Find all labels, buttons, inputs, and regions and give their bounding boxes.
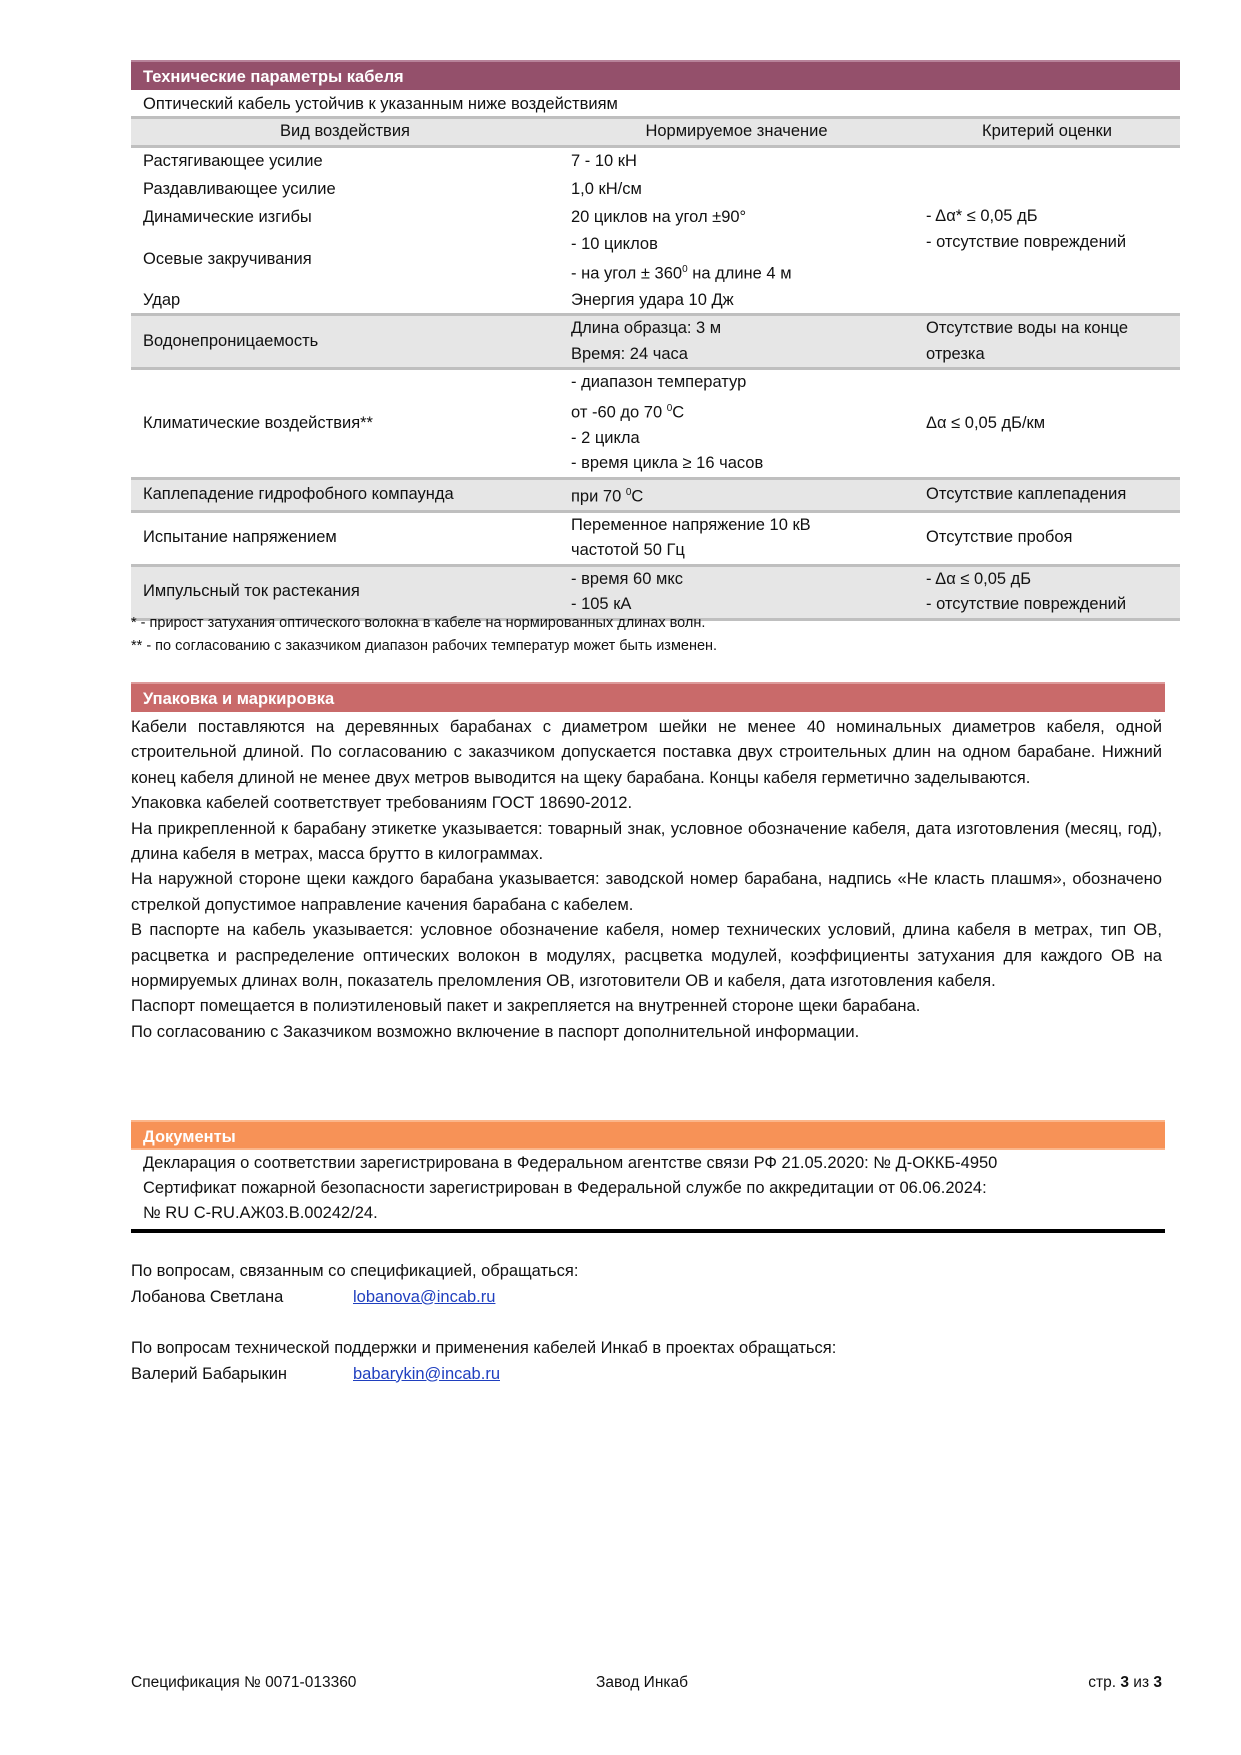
packing-text bbox=[131, 714, 1162, 1044]
row-name: Динамические изгибы bbox=[143, 207, 312, 226]
value-text: при 70 bbox=[571, 487, 626, 505]
row-criterion: Отсутствие пробоя bbox=[926, 528, 1073, 547]
value-text: С bbox=[672, 403, 685, 421]
contact-intro: По вопросам технической поддержки и применения кабелей Инкаб в проектах обращаться: bbox=[131, 1339, 837, 1357]
value-line: Время: 24 часа bbox=[571, 344, 688, 363]
paragraph: Кабели поставляются на деревянных барабанах с диаметром шейки не менее 40 номинальных диаметров кабеля, одной строительной длиной. По согласованию с заказчиком допускается поставка двух строительных длин на одном барабане. Нижний конец кабеля длиной не менее двух метров выводится на щеку барабана. Концы кабеля герметично заделываются. bbox=[131, 717, 1162, 787]
superscript: 0 bbox=[625, 486, 632, 498]
contact-email-link[interactable]: babarykin@incab.ru bbox=[353, 1364, 500, 1383]
paragraph: По согласованию с Заказчиком возможно включение в паспорт дополнительной информации. bbox=[131, 1021, 860, 1041]
row-name: Растягивающее усилие bbox=[143, 152, 323, 170]
value-text: - на угол ± 360 bbox=[571, 264, 683, 283]
contact-block bbox=[131, 1336, 1131, 1387]
row-name: Осевые закручивания bbox=[143, 249, 312, 268]
table-header-row bbox=[131, 118, 1180, 147]
criterion-line: отрезка bbox=[926, 344, 985, 363]
footnote: * - прирост затухания оптического волокна в кабеле на нормированных длинах волн. bbox=[131, 615, 706, 631]
page-total: 3 bbox=[1153, 1674, 1162, 1691]
table-row bbox=[131, 315, 1180, 369]
table-row bbox=[131, 478, 1180, 511]
tech-intro: Оптический кабель устойчив к указанным ниже воздействиям bbox=[143, 95, 618, 113]
divider bbox=[131, 1229, 1165, 1233]
table-row bbox=[131, 565, 1180, 619]
superscript: 0 bbox=[666, 402, 673, 414]
row-criterion: Отсутствие каплепадения bbox=[914, 478, 1180, 511]
section-header-documents: Документы bbox=[131, 1120, 1165, 1150]
contact-name: Валерий Бабарыкин bbox=[131, 1364, 288, 1383]
row-value: 20 циклов на угол ±90° bbox=[571, 207, 747, 226]
row-name: Испытание напряжением bbox=[143, 528, 337, 547]
criterion-line: Отсутствие воды на конце bbox=[926, 319, 1129, 337]
row-name: Водонепроницаемость bbox=[131, 315, 559, 369]
row-name: Каплепадение гидрофобного компаунда bbox=[131, 478, 559, 511]
footer-page-number bbox=[1088, 1674, 1162, 1692]
row-value bbox=[559, 315, 914, 369]
documents-text bbox=[143, 1151, 997, 1226]
value-line: - диапазон температур bbox=[571, 373, 747, 391]
col-header: Критерий оценки bbox=[914, 118, 1180, 147]
row-value: 1,0 кН/см bbox=[571, 179, 642, 198]
paragraph: Паспорт помещается в полиэтиленовый пакет и закрепляется на внутренней стороне щеки барабана. bbox=[131, 996, 921, 1016]
value-line bbox=[571, 257, 914, 287]
row-value: 7 - 10 кН bbox=[571, 152, 637, 170]
col-header: Нормируемое значение bbox=[559, 118, 914, 147]
section-header-tech: Технические параметры кабеля bbox=[131, 60, 1180, 90]
document-line: № RU C-RU.АЖ03.В.00242/24. bbox=[143, 1204, 378, 1222]
contact-line bbox=[131, 1362, 1131, 1388]
criterion-line: - Δα* ≤ 0,05 дБ bbox=[926, 207, 1038, 225]
superscript: 0 bbox=[682, 264, 688, 276]
table-row bbox=[131, 369, 1180, 479]
footnote: ** - по согласованию с заказчиком диапазон рабочих температур может быть изменен. bbox=[131, 638, 718, 654]
row-name: Импульсный ток растекания bbox=[131, 565, 559, 619]
contact-line bbox=[131, 1285, 1131, 1311]
footer-spec-number: Спецификация № 0071-013360 bbox=[131, 1674, 357, 1691]
paragraph: На наружной стороне щеки каждого барабана указывается: заводской номер барабана, надпись «Не класть плашмя», обозначено стрелкой допустимое направление качения барабана с кабелем. bbox=[131, 869, 1162, 914]
row-criterion bbox=[914, 565, 1180, 619]
section-header-packing: Упаковка и маркировка bbox=[131, 682, 1165, 712]
value-line bbox=[571, 396, 914, 426]
value-text: на длине 4 м bbox=[687, 264, 792, 283]
table-row bbox=[131, 511, 1180, 565]
row-criterion bbox=[914, 315, 1180, 369]
value-line: - 2 цикла bbox=[571, 428, 640, 447]
row-value bbox=[559, 232, 914, 288]
row-value bbox=[559, 478, 914, 511]
value-line: частотой 50 Гц bbox=[571, 541, 685, 559]
paragraph: На прикрепленной к барабану этикетке указывается: товарный знак, условное обозначение кабеля, дата изготовления (месяц, год), длина кабеля в метрах, масса брутто в килограммах. bbox=[131, 818, 1162, 864]
criterion-line: - отсутствие повреждений bbox=[926, 232, 1127, 251]
row-criterion: Δα ≤ 0,05 дБ/км bbox=[926, 413, 1046, 432]
document-line: Декларация о соответствии зарегистрирована в Федеральном агентстве связи РФ 21.05.2020: № Д-ОККБ-4950 bbox=[143, 1154, 998, 1172]
row-value bbox=[559, 369, 914, 479]
value-text: С bbox=[631, 487, 644, 505]
value-line: - 105 кА bbox=[571, 595, 632, 613]
value-line: - время 60 мкс bbox=[571, 569, 683, 588]
contact-name: Лобанова Светлана bbox=[131, 1287, 284, 1306]
paragraph: В паспорте на кабель указывается: условное обозначение кабеля, номер технических условий, длина кабеля в метрах, тип ОВ, расцветка и распределение оптических волокон в модулях, расцветка модулей, коэффициенты затухания для каждого ОВ на нормируемых длинах волн, показатель преломления ОВ, изготовители ОВ и кабеля, дата изготовления кабеля. bbox=[131, 920, 1162, 991]
value-line: - время цикла ≥ 16 часов bbox=[571, 454, 764, 472]
criterion-line: - отсутствие повреждений bbox=[926, 595, 1127, 613]
row-value: Энергия удара 10 Дж bbox=[571, 290, 734, 309]
row-value bbox=[559, 565, 914, 619]
criterion-line: - Δα ≤ 0,05 дБ bbox=[926, 569, 1032, 588]
contact-email-link[interactable]: lobanova@incab.ru bbox=[353, 1287, 496, 1306]
col-header: Вид воздействия bbox=[131, 118, 559, 147]
value-line: - 10 циклов bbox=[571, 234, 658, 253]
table-row bbox=[131, 147, 1180, 176]
tech-params-table bbox=[131, 116, 1180, 621]
page-prefix: стр. bbox=[1088, 1674, 1121, 1691]
document-line: Сертификат пожарной безопасности зарегистрирован в Федеральной службе по аккредитации от 06.06.2024: bbox=[143, 1179, 987, 1197]
page-sep: из bbox=[1128, 1674, 1154, 1691]
contact-block bbox=[131, 1259, 1131, 1310]
contact-intro: По вопросам, связанным со спецификацией, обращаться: bbox=[131, 1262, 579, 1280]
shared-criterion bbox=[914, 147, 1180, 315]
paragraph: Упаковка кабелей соответствует требованиям ГОСТ 18690-2012. bbox=[131, 793, 633, 813]
value-line: Длина образца: 3 м bbox=[571, 319, 722, 337]
value-text: от -60 до 70 bbox=[571, 403, 667, 421]
page-current: 3 bbox=[1120, 1674, 1129, 1691]
row-name: Удар bbox=[143, 290, 181, 309]
row-value bbox=[559, 511, 914, 565]
row-name: Раздавливающее усилие bbox=[143, 179, 336, 198]
footer-company: Завод Инкаб bbox=[596, 1674, 688, 1691]
value-line: Переменное напряжение 10 кВ bbox=[571, 515, 811, 534]
row-name: Климатические воздействия** bbox=[143, 413, 373, 432]
